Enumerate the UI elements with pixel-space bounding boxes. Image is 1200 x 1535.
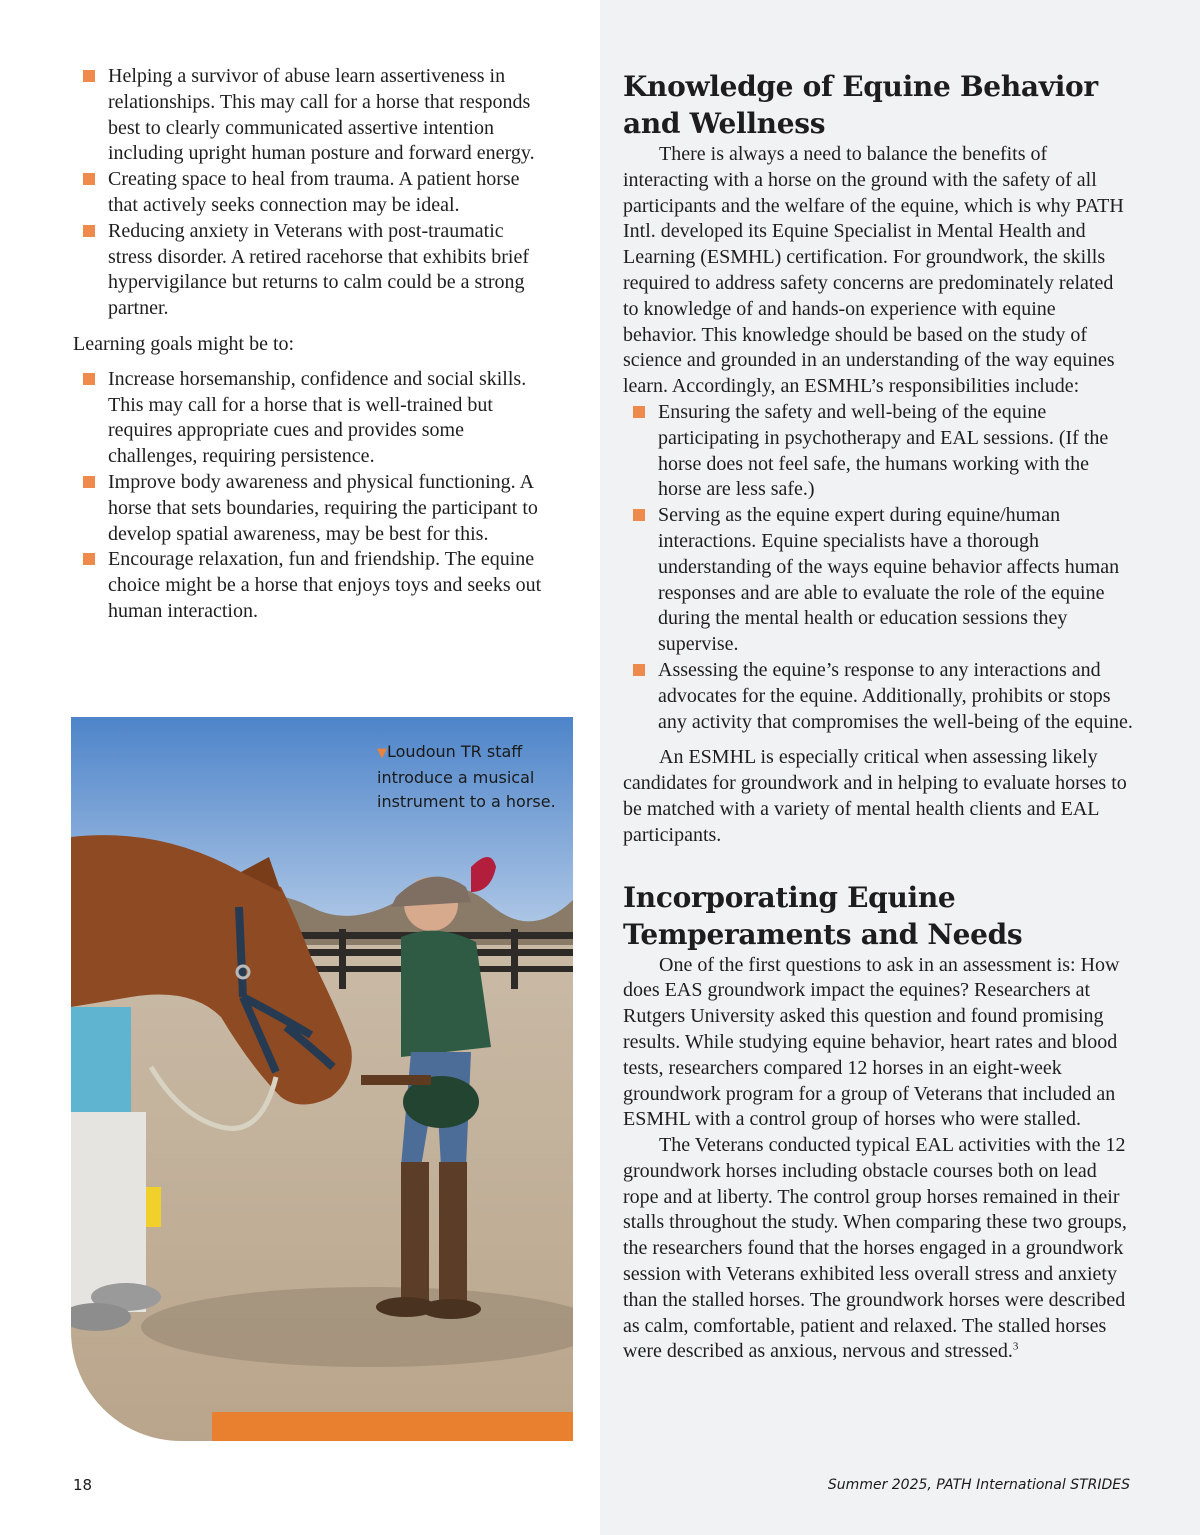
learning-goals-intro: Learning goals might be to: bbox=[73, 332, 295, 355]
learning-goals-list bbox=[73, 367, 553, 625]
list-item: Reducing anxiety in Veterans with post-traumatic stress disorder. A retired racehorse that exhibits brief hypervigilance but returns to calm could be a strong partner. bbox=[73, 219, 553, 322]
list-item: Ensuring the safety and well-being of the equine participating in psychotherapy and EAL sessions. (If the horse does not feel safe, the humans working with the horse are less safe.) bbox=[623, 400, 1133, 503]
paragraph-with-footnote bbox=[623, 1133, 1133, 1365]
caption-text: Loudoun TR staff introduce a musical instrument to a horse. bbox=[377, 742, 556, 811]
left-column bbox=[73, 64, 553, 625]
list-item: Serving as the equine expert during equine/human interactions. Equine specialists have a thorough understanding of the ways equine behavior affects human responses and are able to evaluate the role of the equine during the mental health or education sessions they supervise. bbox=[623, 503, 1133, 658]
caption-arrow-icon: ▼ bbox=[377, 746, 387, 761]
list-item: Creating space to heal from trauma. A patient horse that actively seeks connection may be ideal. bbox=[73, 167, 553, 219]
paragraph: There is always a need to balance the benefits of interacting with a horse on the ground with the safety of all participants and the welfare of the equine, which is why PATH Intl. developed its Equine Specialist in Mental Health and Learning (ESMHL) certification. For groundwork, the skills required to address safety concerns are predominately related to knowledge of and hands-on experience with equine behavior. This knowledge should be based on the study of science and grounded in an understanding of the way equines learn. Accordingly, an ESMHL’s responsibilities include: bbox=[623, 143, 1124, 398]
section-heading-equine-behavior: Knowledge of Equine Behavior and Wellness bbox=[623, 70, 1098, 140]
paragraph: An ESMHL is especially critical when assessing likely candidates for groundwork and in helping to evaluate horses to be matched with a variety of mental health clients and EAL participants. bbox=[623, 746, 1127, 846]
photo-caption bbox=[377, 740, 567, 814]
right-column bbox=[623, 68, 1133, 1365]
section-heading-temperaments: Incorporating Equine Temperaments and Needs bbox=[623, 880, 1023, 951]
horse-photo bbox=[71, 717, 573, 1441]
list-item: Helping a survivor of abuse learn assertiveness in relationships. This may call for a horse that responds best to clearly communicated assertive intention including upright human posture and forward energy. bbox=[73, 64, 553, 167]
esmhl-responsibilities-list bbox=[623, 400, 1133, 735]
page-number: 18 bbox=[73, 1476, 93, 1494]
publication-footer: Summer 2025, PATH International STRIDES bbox=[827, 1477, 1130, 1493]
paragraph-text: The Veterans conducted typical EAL activities with the 12 groundwork horses including obstacle courses both on lead rope and at liberty. The control group horses remained in their stalls throughout the study. When comparing these two groups, the researchers found that the horses engaged in a groundwork session with Veterans exhibited less overall stress and anxiety than the stalled horses. The groundwork horses were described as calm, comfortable, patient and relaxed. The stalled horses were described as anxious, nervous and stressed. bbox=[623, 1134, 1127, 1363]
paragraph: One of the first questions to ask in an assessment is: How does EAS groundwork impact the equines? Researchers at Rutgers University asked this question and found promising results. While studying equine behavior, heart rates and blood tests, researchers compared 12 horses in an eight-week groundwork program for a group of Veterans that included an ESMHL with a control group of horses who were stalled. bbox=[623, 953, 1120, 1131]
client-needs-list bbox=[73, 64, 553, 322]
list-item: Increase horsemanship, confidence and social skills. This may call for a horse that is well-trained but requires appropriate cues and provides some challenges, requiring persistence. bbox=[73, 367, 553, 470]
list-item: Encourage relaxation, fun and friendship. The equine choice might be a horse that enjoys toys and seeks out human interaction. bbox=[73, 547, 553, 624]
list-item: Improve body awareness and physical functioning. A horse that sets boundaries, requiring the participant to develop spatial awareness, may be best for this. bbox=[73, 470, 553, 547]
accent-bar bbox=[212, 1412, 573, 1441]
list-item: Assessing the equine’s response to any interactions and advocates for the equine. Additionally, prohibits or stops any activity that compromises the well-being of the equine. bbox=[623, 658, 1133, 735]
footnote-marker: 3 bbox=[1012, 1340, 1019, 1353]
